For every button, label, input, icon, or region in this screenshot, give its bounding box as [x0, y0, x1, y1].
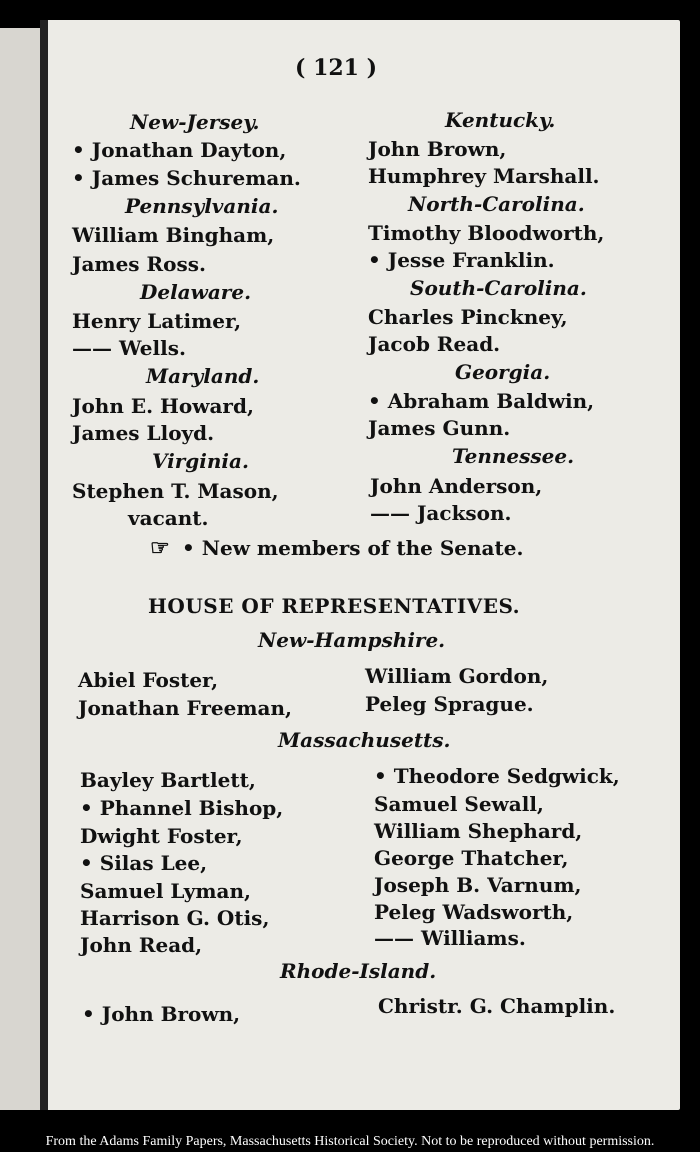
state-heading: Delaware. [140, 280, 252, 304]
representative-name: Dwight Foster, [80, 824, 243, 848]
representative-name: Joseph B. Varnum, [374, 873, 582, 897]
state-heading: South-Carolina. [410, 276, 587, 300]
senator-name: • Jesse Franklin. [368, 248, 555, 272]
representative-name: John Read, [80, 933, 203, 957]
state-heading: Pennsylvania. [125, 194, 279, 218]
representative-name: Peleg Sprague. [365, 692, 534, 716]
representative-name: Bayley Bartlett, [80, 768, 256, 792]
pointing-hand-icon: ☞ [150, 535, 170, 561]
page-gutter [40, 20, 48, 1110]
senator-name: Charles Pinckney, [368, 305, 568, 329]
representative-name: William Gordon, [365, 664, 549, 688]
senator-name: James Gunn. [368, 416, 511, 440]
senate-note: • New members of the Senate. [182, 536, 524, 560]
senator-name: vacant. [128, 506, 209, 530]
state-heading: New-Hampshire. [258, 628, 446, 652]
representative-name: Samuel Sewall, [374, 792, 544, 816]
page-number: ( 121 ) [295, 55, 378, 81]
representative-name: Harrison G. Otis, [80, 906, 270, 930]
representative-name: • Phannel Bishop, [80, 796, 284, 820]
senator-name: • Jonathan Dayton, [72, 138, 287, 162]
state-heading: Massachusetts. [278, 728, 451, 752]
senator-name: • James Schureman. [72, 166, 301, 190]
representative-name: William Shephard, [374, 819, 583, 843]
state-heading: Rhode-Island. [280, 959, 437, 983]
representative-name: Peleg Wadsworth, [374, 900, 574, 924]
representative-name: Samuel Lyman, [80, 879, 251, 903]
book-page [40, 20, 680, 1110]
facing-page-edge [0, 28, 44, 1110]
senator-name: John Brown, [368, 137, 507, 161]
senator-name: —— Jackson. [370, 501, 512, 525]
state-heading: New-Jersey. [130, 110, 260, 134]
state-heading: North-Carolina. [408, 192, 585, 216]
senator-name: Timothy Bloodworth, [368, 221, 605, 245]
house-header: HOUSE OF REPRESENTATIVES. [148, 594, 521, 618]
senator-name: John Anderson, [370, 474, 543, 498]
senator-name: Jacob Read. [368, 332, 501, 356]
senator-name: Stephen T. Mason, [72, 479, 279, 503]
representative-name: Jonathan Freeman, [78, 696, 293, 720]
state-heading: Virginia. [152, 449, 249, 473]
senator-name: William Bingham, [72, 223, 275, 247]
representative-name: • Theodore Sedgwick, [374, 764, 620, 788]
senator-name: • Abraham Baldwin, [368, 389, 595, 413]
state-heading: Kentucky. [445, 108, 556, 132]
senator-name: —— Wells. [72, 336, 186, 360]
state-heading: Maryland. [146, 364, 260, 388]
representative-name: • Silas Lee, [80, 851, 208, 875]
state-heading: Georgia. [455, 360, 551, 384]
representative-name: George Thatcher, [374, 846, 569, 870]
senator-name: James Ross. [72, 252, 206, 276]
representative-name: • John Brown, [82, 1002, 241, 1026]
representative-name: Christr. G. Champlin. [378, 994, 616, 1018]
state-heading: Tennessee. [452, 444, 575, 468]
senator-name: James Lloyd. [72, 421, 215, 445]
senator-name: John E. Howard, [72, 394, 254, 418]
representative-name: Abiel Foster, [78, 668, 219, 692]
representative-name: —— Williams. [374, 926, 526, 950]
senator-name: Henry Latimer, [72, 309, 242, 333]
senator-name: Humphrey Marshall. [368, 164, 600, 188]
archive-caption: From the Adams Family Papers, Massachusetts Historical Society. Not to be reproduced without permission. [45, 1134, 655, 1149]
